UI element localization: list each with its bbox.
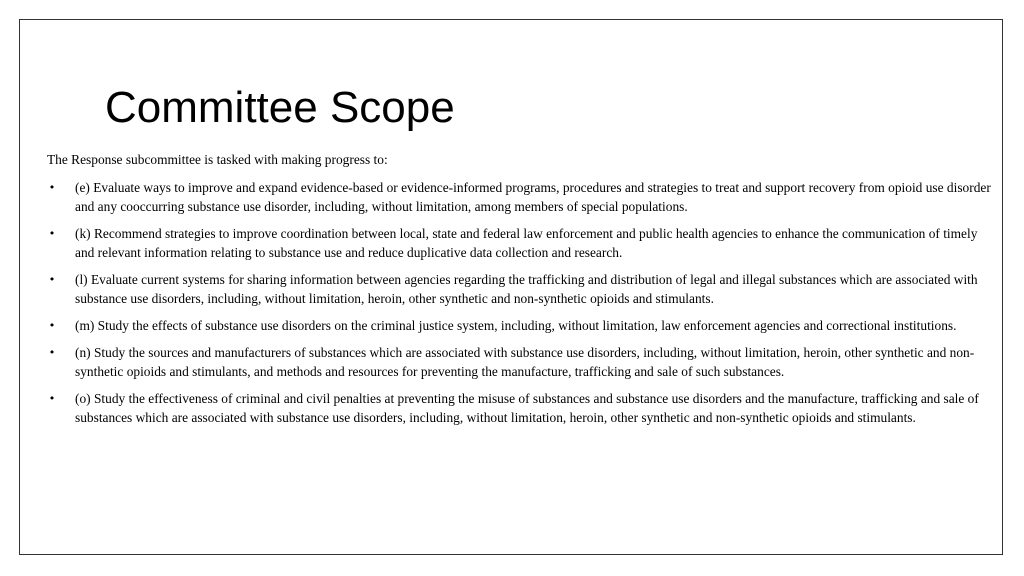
bullet-dot-icon: • [48,346,56,359]
bullet-item-o [47,389,997,427]
bullet-text: (n) Study the sources and manufacturers of substances which are associated with substance use disorders, including, without limitation, heroin, other synthetic and non-synthetic opioids and stimulants, and methods and resources for preventing the manufacture, trafficking and sale of such substances. [75,345,975,379]
bullet-text: (m) Study the effects of substance use disorders on the criminal justice system, including, without limitation, law enforcement agencies and correctional institutions. [75,318,957,333]
bullet-text: (e) Evaluate ways to improve and expand evidence-based or evidence-informed programs, procedures and strategies to treat and support recovery from opioid use disorder and any cooccurring substance use disorder, including, without limitation, among members of special populations. [75,180,991,214]
slide-frame [19,19,1003,555]
bullet-item-l [47,270,997,308]
bullet-item-e [47,178,997,216]
bullet-item-k [47,224,997,262]
bullet-dot-icon: • [48,227,56,240]
bullet-dot-icon: • [48,319,56,332]
bullet-item-m [47,316,997,335]
bullet-text: (o) Study the effectiveness of criminal and civil penalties at preventing the misuse of substances and substance use disorders and the manufacture, trafficking and sale of substances which are associated with substance use disorders, including, without limitation, heroin, other synthetic and non-synthetic opioids and stimulants. [75,391,979,425]
slide-title: Committee Scope [105,83,455,132]
bullet-dot-icon: • [48,273,56,286]
bullet-item-n [47,343,997,381]
intro-text: The Response subcommittee is tasked with making progress to: [47,152,388,167]
bullet-text: (k) Recommend strategies to improve coordination between local, state and federal law enforcement and public health agencies to enhance the communication of timely and relevant information relating to substance use and reduce duplicative data collection and research. [75,226,978,260]
bullet-dot-icon: • [48,392,56,405]
bullet-list [47,178,997,427]
bullet-text: (l) Evaluate current systems for sharing information between agencies regarding the trafficking and distribution of legal and illegal substances which are associated with substance use disorders, including, without limitation, heroin, other synthetic and non-synthetic opioids and stimulants. [75,272,978,306]
slide-body [47,150,997,435]
bullet-dot-icon: • [48,181,56,194]
